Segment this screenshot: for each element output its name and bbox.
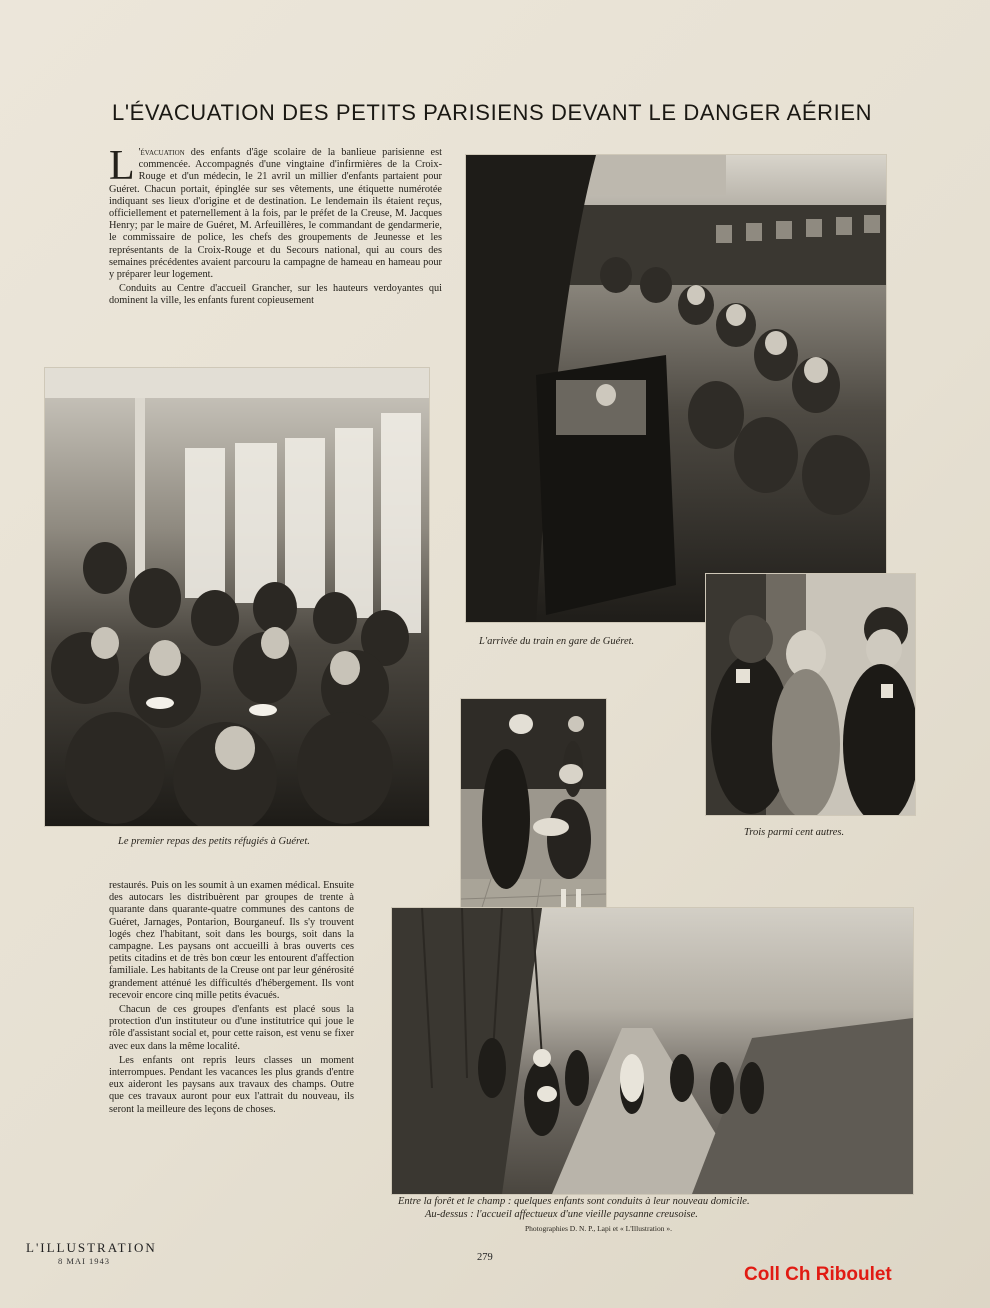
continuation-paragraph-2: Chacun de ces groupes d'enfants est placé sous la protection d'un instituteur ou d'une institutrice qui joue le rôle d'assistant social et, pour cette raison, est venu se fixer avec eux dans la même localité. [109,1004,354,1052]
three-children-image [706,574,915,815]
meal-hall-image [45,368,429,826]
page-number: 279 [477,1252,493,1263]
peasant-woman-image [461,699,606,942]
text-column-bottom [109,880,354,1180]
photo-country-path [391,907,914,1195]
drop-cap: L [109,143,135,189]
photo-credits: Photographies D. N. P., Lapi et « L'Illustration ». [525,1224,672,1233]
text-column-top [109,143,442,343]
intro-paragraph [109,143,442,281]
caption-three-children: Trois parmi cent autres. [744,827,845,838]
intro-text: des enfants d'âge scolaire de la banlieue parisienne est commencée. Accompagnés d'une vingtaine d'infirmières de la Croix-Rouge et d'un médecin, le 21 avril un millier d'enfants partaient pour Guéret. Chacun portait, épinglée sur ses vêtements, une étiquette numérotée indiquant ses lieux d'origine et de destination. Le lendemain ils étaient reçus, officiellement et paternellement à la fois, par le préfet de la Creuse, M. Jacques Henry; par le maire de Guéret, M. Arfeuillères, le commandant de gendarmerie, le commissaire de police, les chefs des groupements de Jeunesse et les représentants de la Croix-Rouge et du Secours national, qui au cours des semaines précédentes avaient parcouru la campagne de hameau en hameau pour y préparer leur logement. [109,147,442,281]
magazine-name: L'ILLUSTRATION [26,1240,157,1255]
caption-peasant-welcome: Au-dessus : l'accueil affectueux d'une vieille paysanne creusoise. [425,1209,698,1220]
photo-train-arrival [465,154,887,623]
paragraph-2: Conduits au Centre d'accueil Grancher, sur les hauteurs verdoyantes qui dominent la ville, les enfants furent copieusement [109,283,442,307]
caption-train-arrival: L'arrivée du train en gare de Guéret. [479,636,635,647]
train-station-image [466,155,886,622]
caption-country-path: Entre la forêt et le champ : quelques enfants sont conduits à leur nouveau domicile. [398,1196,750,1207]
photo-three-children [705,573,916,816]
issue-date: 8 MAI 1943 [58,1256,111,1266]
article-title: L'ÉVACUATION DES PETITS PARISIENS DEVANT LE DANGER AÉRIEN [112,100,873,125]
continuation-paragraph-1: restaurés. Puis on les soumit à un examen médical. Ensuite des autocars les distribuèrent par groupes de trente à quarante dans quarante-quatre communes des cantons de Guéret, Jarnages, Pontarion, Bourganeuf. Ils s'y trouvent logés chez l'habitant, soit dans les bourgs, soit dans la campagne. Les paysans ont accueilli à bras ouverts ces petits citadins et de très bon cœur les entourent d'affection familiale. Les habitants de la Creuse ont par leur générosité grandement atténué les difficultés d'hébergement. Ils vont recevoir encore cinq mille petits évacués. [109,880,354,1001]
country-path-image [392,908,913,1194]
caption-first-meal: Le premier repas des petits réfugiés à Guéret. [118,836,310,847]
continuation-paragraph-3: Les enfants ont repris leurs classes un moment interrompues. Pendant les vacances les plus grands d'entre eux aideront les paysans aux travaux des champs. Outre que ces travaux auront pour eux l'attrait du nouveau, ils seront la meilleure des leçons de choses. [109,1054,354,1115]
lead-smallcaps: 'évacuation [138,147,185,158]
collection-stamp: Coll Ch Riboulet [744,1264,892,1285]
photo-first-meal [44,367,430,827]
